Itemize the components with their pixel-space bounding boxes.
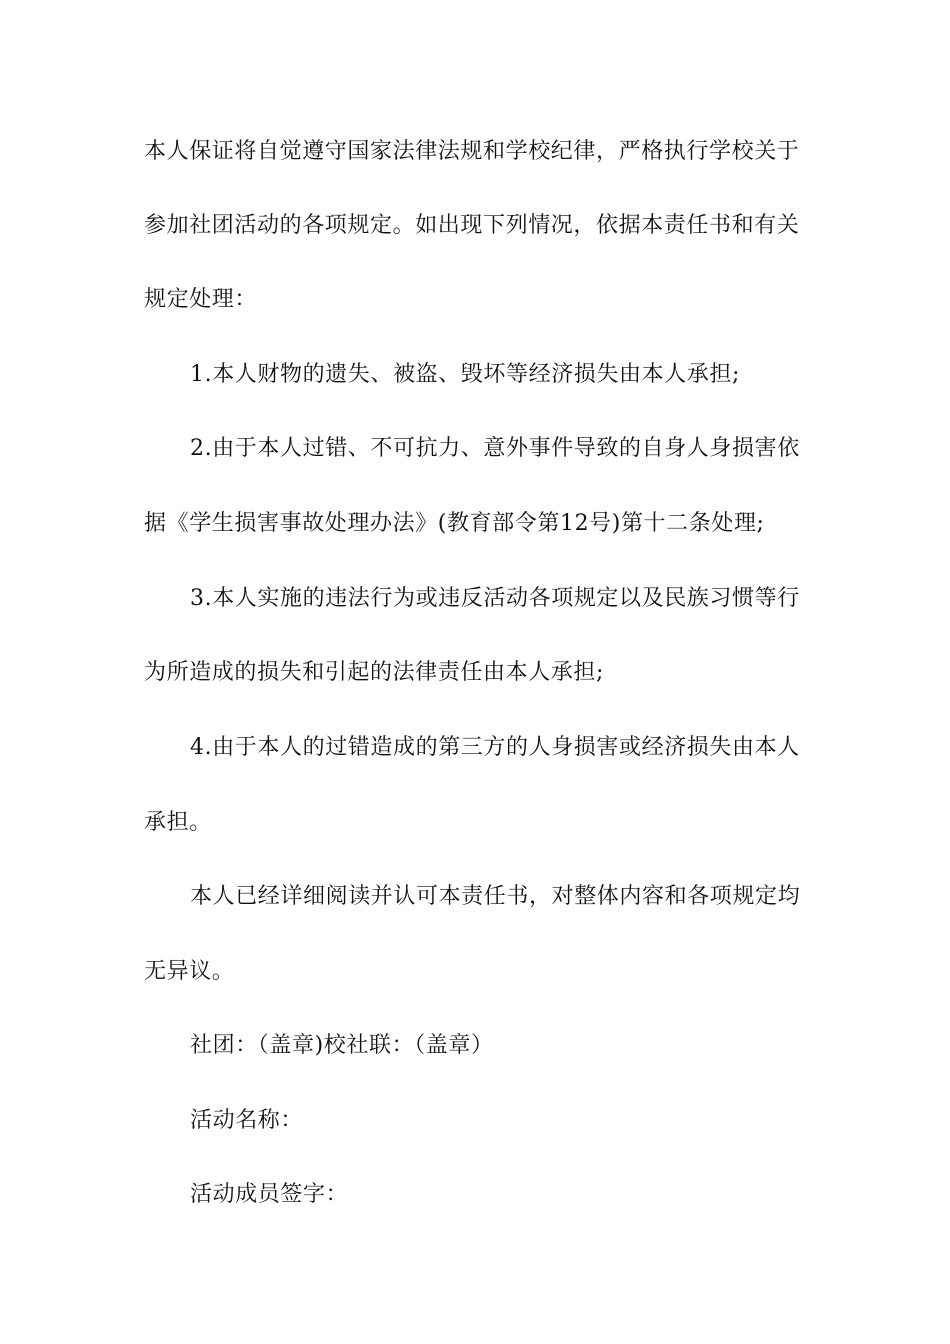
- item-3-line-1: 3.本人实施的违法行为或违反活动各项规定以及民族习惯等行: [190, 586, 800, 611]
- paragraph-intro-line-3: 规定处理：: [144, 287, 258, 312]
- item-1-line-1: 1.本人财物的遗失、被盗、毁坏等经济损失由本人承担;: [190, 362, 741, 387]
- seal-line: 社团：（盖章)校社联：（盖章）: [190, 1033, 494, 1058]
- paragraph-intro-line-2: 参加社团活动的各项规定。如出现下列情况，依据本责任书和有关: [144, 213, 800, 238]
- acknowledgement-line-2: 无异议。: [144, 959, 235, 984]
- activity-name-label: 活动名称：: [190, 1108, 304, 1133]
- member-signature-label: 活动成员签字：: [190, 1182, 349, 1207]
- item-4-line-1: 4.由于本人的过错造成的第三方的人身损害或经济损失由本人: [190, 735, 800, 760]
- acknowledgement-line-1: 本人已经详细阅读并认可本责任书，对整体内容和各项规定均: [190, 884, 801, 909]
- item-4-line-2: 承担。: [144, 810, 212, 835]
- item-2-line-2: 据《学生损害事故处理办法》(教育部令第12号)第十二条处理;: [144, 511, 765, 536]
- item-2-line-1: 2.由于本人过错、不可抗力、意外事件导致的自身人身损害依: [190, 436, 800, 461]
- item-3-line-2: 为所造成的损失和引起的法律责任由本人承担;: [144, 660, 605, 685]
- paragraph-intro-line-1: 本人保证将自觉遵守国家法律法规和学校纪律，严格执行学校关于: [144, 139, 800, 164]
